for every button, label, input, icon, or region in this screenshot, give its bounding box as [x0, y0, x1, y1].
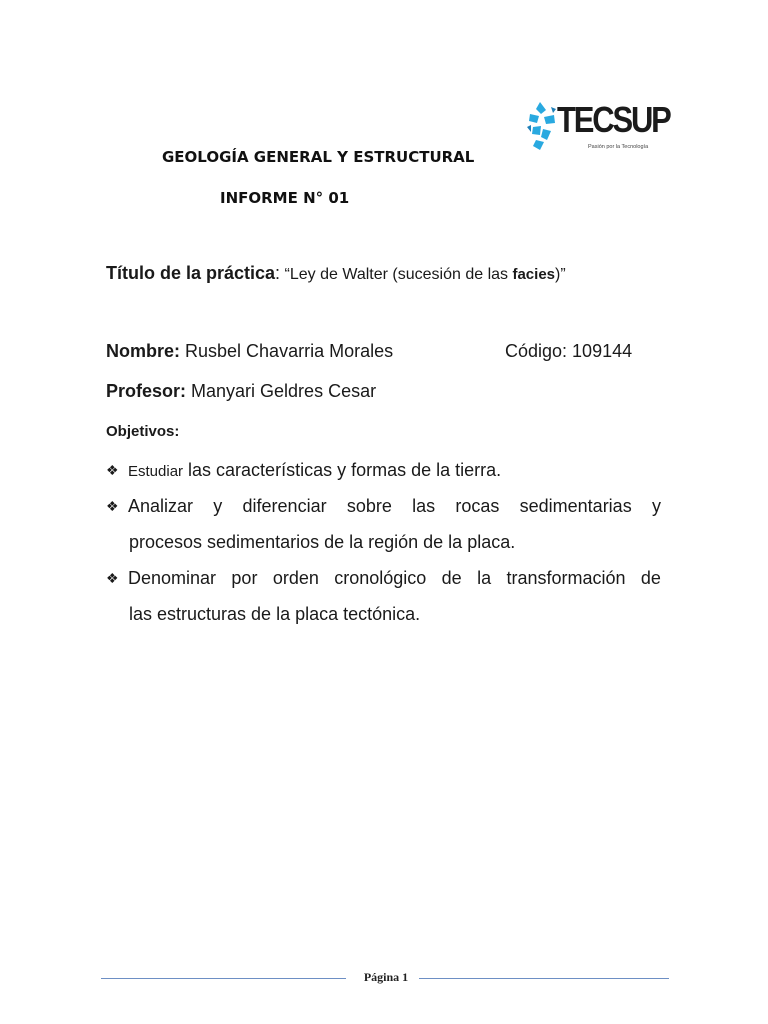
tecsup-tagline: Pasión por la Tecnología	[588, 144, 649, 150]
page-footer	[101, 968, 669, 988]
objective-3-continuation: las estructuras de la placa tectónica.	[129, 604, 421, 624]
report-heading: INFORME N° 01	[220, 189, 350, 207]
objective-2-word: y	[651, 496, 661, 516]
professor-label: Profesor:	[106, 381, 187, 401]
footer-rule-right	[419, 978, 669, 979]
objective-1-first-word: Estudiar	[128, 463, 184, 480]
professor-name: Manyari Geldres Cesar	[186, 381, 377, 401]
practice-title-separator: :	[275, 263, 281, 283]
practice-title-value-end: )”	[555, 266, 566, 283]
objective-3-first-line	[106, 560, 661, 596]
objective-2-word: diferenciar	[242, 496, 327, 516]
footer-rule-left	[101, 978, 346, 979]
student-name-line	[106, 341, 393, 362]
objective-item-2	[106, 488, 661, 560]
practice-title-label: Título de la práctica	[106, 263, 276, 283]
objective-item-3	[106, 560, 661, 632]
objective-2-first-line	[106, 488, 661, 524]
objective-2-continuation: procesos sedimentarios de la región de la placa.	[129, 532, 516, 552]
objective-3-word: la	[477, 568, 492, 588]
tecsup-wordmark: TECSUP	[557, 99, 670, 140]
objectives-heading: Objetivos:	[106, 423, 180, 440]
diamond-bullet-icon: ❖	[106, 570, 119, 586]
objective-item-1	[106, 452, 661, 490]
objective-2-word: rocas	[455, 496, 500, 516]
objective-1-text: las características y formas de la tierra.	[183, 460, 502, 480]
objective-3-word: ❖ Denominar	[106, 560, 216, 596]
objective-2-word: sobre	[346, 496, 392, 516]
course-heading: GEOLOGÍA GENERAL Y ESTRUCTURAL	[162, 148, 475, 166]
objective-2-word: ❖ Analizar	[106, 488, 193, 524]
objective-3-word: cronológico	[334, 568, 427, 588]
diamond-bullet-icon: ❖	[106, 498, 119, 514]
practice-title-line	[106, 263, 566, 284]
tecsup-logo	[524, 98, 670, 158]
objective-3-word: de	[441, 568, 462, 588]
tecsup-logo-icon	[524, 100, 558, 152]
objective-2-word: sedimentarias	[519, 496, 632, 516]
practice-title-value-start: “Ley de Walter (sucesión de las	[280, 266, 513, 283]
objective-3-word: por	[231, 568, 258, 588]
objective-3-word: orden	[272, 568, 319, 588]
practice-title-value	[280, 266, 566, 283]
objective-2-word: y	[213, 496, 223, 516]
student-name-value: Rusbel Chavarria Morales	[180, 341, 394, 361]
professor-line	[106, 381, 376, 402]
diamond-bullet-icon: ❖	[106, 462, 119, 478]
objective-2-word: las	[412, 496, 436, 516]
objective-3-word: transformación	[506, 568, 626, 588]
student-name-label: Nombre:	[106, 341, 181, 361]
student-code: Código: 109144	[505, 341, 633, 361]
page-number: Página 1	[363, 970, 409, 984]
practice-title-value-bold: facies	[512, 266, 556, 283]
objective-3-word: de	[640, 568, 661, 588]
